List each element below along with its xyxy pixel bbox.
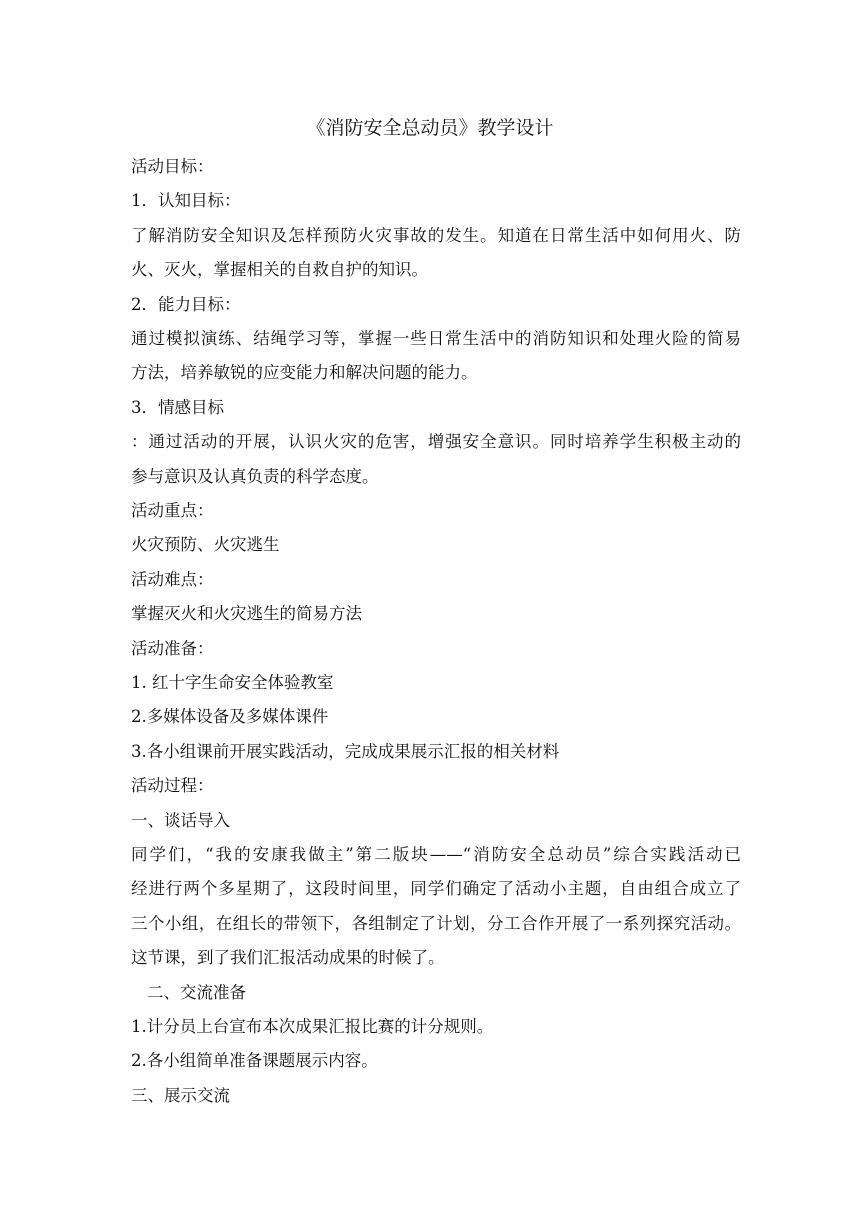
text-line: 三个小组，在组长的带领下，各组制定了计划，分工合作开展了一系列探究活动。: [131, 913, 741, 933]
text-line: 3.各小组课前开展实践活动，完成成果展示汇报的相关材料: [131, 741, 560, 761]
text-line: 参与意识及认真负责的科学态度。: [131, 466, 379, 486]
text-line: 活动目标：: [131, 157, 214, 176]
text-line: 活动重点：: [131, 501, 214, 520]
document-title: 《消防安全总动员》教学设计: [306, 117, 554, 139]
text-line: 二、交流准备: [147, 982, 246, 1002]
text-line: 2.各小组简单准备课题展示内容。: [131, 1051, 378, 1071]
text-line: 活动过程：: [131, 776, 214, 796]
text-line: 2.多媒体设备及多媒体课件: [131, 707, 329, 727]
text-line: 方法，培养敏锐的应变能力和解决问题的能力。: [131, 363, 478, 383]
text-line: 同学们，“我的安康我做主”第二版块——“消防安全总动员”综合实践活动已: [131, 845, 741, 864]
text-line: 1. 红十字生命安全体验教室: [131, 673, 334, 692]
text-line: 3．情感目标: [131, 397, 224, 417]
text-line: 这节课，到了我们汇报活动成果的时候了。: [131, 948, 445, 968]
text-line: 通过模拟演练、结绳学习等，掌握一些日常生活中的消防知识和处理火险的简易: [131, 329, 741, 348]
text-line: 2．能力目标：: [131, 294, 241, 314]
text-line: 掌握灭火和火灾逃生的简易方法: [131, 604, 362, 624]
text-line: 火灾预防、火灾逃生: [131, 535, 280, 555]
text-line: 一、谈话导入: [131, 810, 230, 830]
text-line: 火、灭火，掌握相关的自救自护的知识。: [131, 260, 428, 280]
text-line: 1．认知目标：: [131, 191, 241, 211]
text-line: 活动准备：: [131, 638, 214, 658]
text-line: 1.计分员上台宣布本次成果汇报比赛的计分规则。: [131, 1017, 494, 1036]
text-line: 活动难点：: [131, 569, 214, 589]
text-line: 了解消防安全知识及怎样预防火灾事故的发生。知道在日常生活中如何用火、防: [131, 225, 741, 245]
text-line: 三、展示交流: [131, 1085, 230, 1105]
text-line: 经进行两个多星期了，这段时间里，同学们确定了活动小主题，自由组合成立了: [131, 879, 741, 899]
text-line: ：通过活动的开展，认识火灾的危害，增强安全意识。同时培养学生积极主动的: [131, 432, 741, 452]
